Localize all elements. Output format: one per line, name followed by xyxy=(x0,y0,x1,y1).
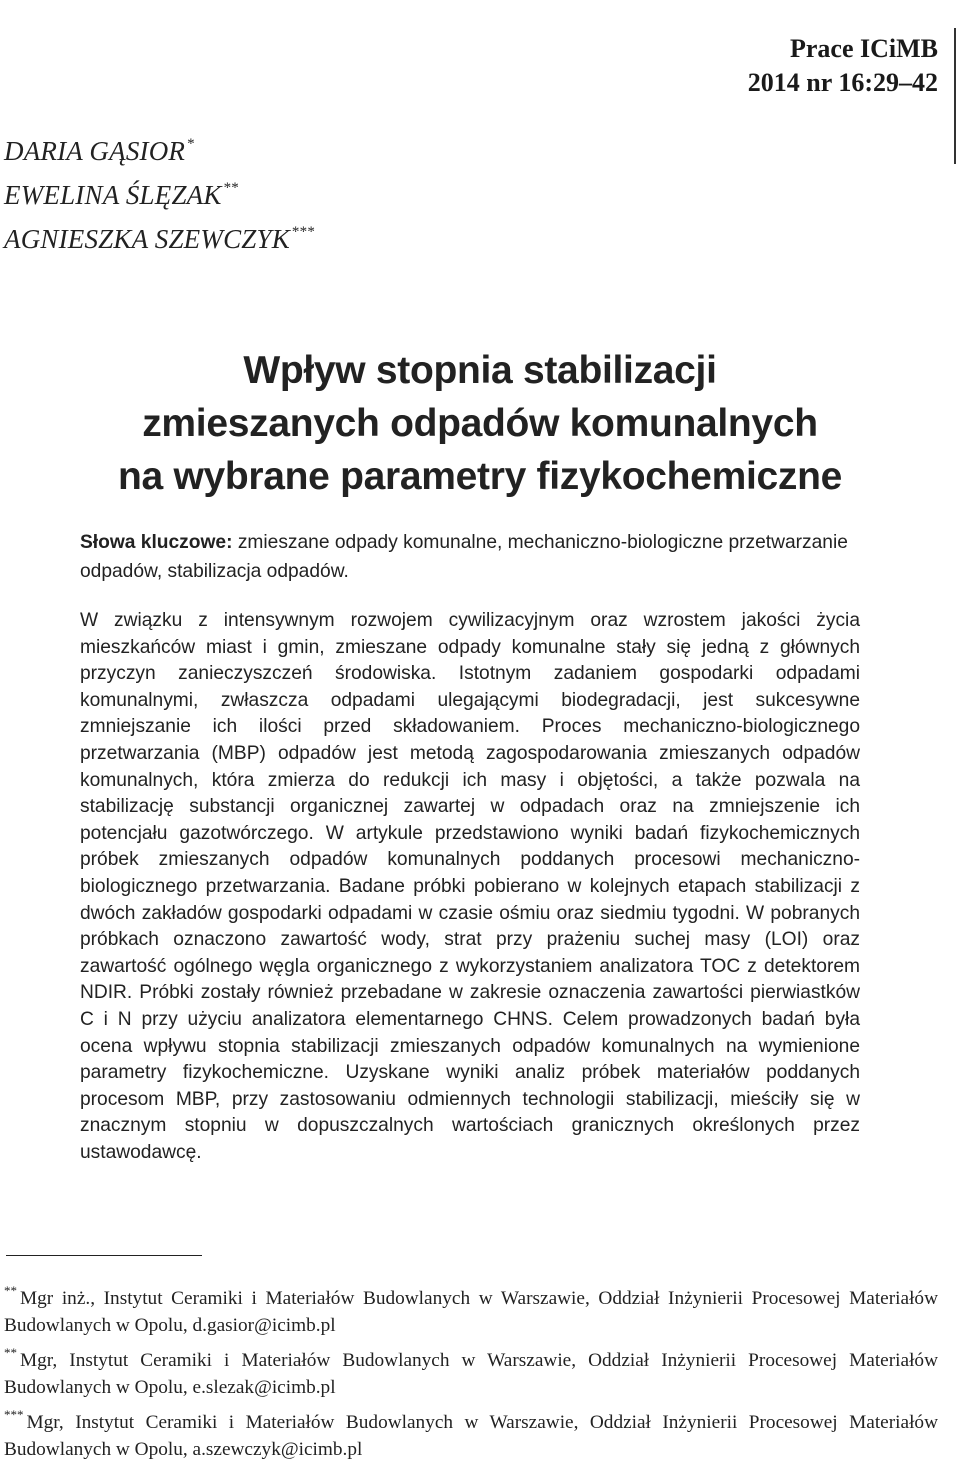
abstract xyxy=(80,608,860,1166)
footnote-mark: ** xyxy=(4,1283,17,1298)
journal-header xyxy=(748,32,938,100)
footnote-2 xyxy=(4,1339,938,1401)
author-1 xyxy=(4,126,315,170)
footnote-text: Mgr, Instytut Ceramiki i Materiałów Budowlanych w Warszawie, Oddział Inżynierii Procesowej Materiałów Budowlanych w Opolu, a.szewczyk@icimb.pl xyxy=(4,1412,938,1460)
author-name: DARIA GĄSIOR xyxy=(4,136,186,166)
author-2 xyxy=(4,170,315,214)
author-mark: *** xyxy=(291,224,316,240)
author-3 xyxy=(4,214,315,258)
header-vertical-rule xyxy=(954,28,956,164)
keywords-text: zmieszane odpady komunalne, mechaniczno-biologiczne przetwarzanie odpadów, stabilizacja odpadów. xyxy=(80,532,848,582)
footnotes xyxy=(4,1277,938,1463)
author-name: EWELINA ŚLĘZAK xyxy=(4,180,222,210)
title-line: zmieszanych odpadów komunalnych xyxy=(142,402,818,445)
keywords-label: Słowa kluczowe: xyxy=(80,532,233,553)
abstract-text: W związku z intensywnym rozwojem cywilizacyjnym oraz wzrostem jakości życia mieszkańców miast i gmin, zmieszane odpady komunalne stały się jedną z głównych przyczyn zanieczyszczeń środowiska. Istotnym zadaniem gospodarki odpadami komunalnymi, zwłaszcza odpadami ulegającymi biodegradacji, jest sukcesywne zmniejszanie ich ilości przed składowaniem. Proces mechaniczno-biologicznego przetwarzania (MBP) odpadów jest metodą zagospodarowania zmieszanych odpadów komunalnych, która zmierza do redukcji ich masy i objętości, a także pozwala na stabilizację substancji organicznej zawartej w odpadach oraz na zmniejszenie ich potencjału gazotwórczego. W artykule przedstawiono wyniki badań fizykochemicznych próbek zmieszanych odpadów komunalnych poddanych procesowi mechaniczno-biologicznego przetwarzania. Badane próbki pobierano w kolejnych etapach stabilizacji z dwóch zakładów gospodarki odpadami w czasie ośmiu oraz siedmiu tygodni. W pobranych próbkach oznaczono zawartość wody, strat przy prażeniu suchej masy (LOI) oraz zawartość ogólnego węgla organicznego z wykorzystaniem analizatora TOC z detektorem NDIR. Próbki zostały również przebadane w zakresie oznaczenia zawartości pierwiastków C i N przy użyciu analizatora elementarnego CHNS. Celem prowadzonych badań była ocena wpływu stopnia stabilizacji zmieszanych odpadów komunalnych na wymienione parametry fizykochemiczne. Uzyskane wyniki analiz próbek materiałów poddanych procesom MBP, przy zastosowaniu odmiennych technologii stabilizacji, mieściły się w znacznym stopniu w dopuszczalnych wartościach granicznych określonych przez ustawodawcę. xyxy=(80,610,860,1163)
paper-title xyxy=(0,344,960,503)
journal-issue: 2014 nr 16:29–42 xyxy=(747,68,938,97)
footnote-text: Mgr, Instytut Ceramiki i Materiałów Budowlanych w Warszawie, Oddział Inżynierii Procesowej Materiałów Budowlanych w Opolu, e.slezak@icimb.pl xyxy=(4,1350,938,1398)
footnote-separator xyxy=(6,1255,202,1256)
author-mark: ** xyxy=(223,180,239,196)
footnote-mark: ** xyxy=(4,1345,17,1360)
title-line: Wpływ stopnia stabilizacji xyxy=(243,349,717,392)
footnote-1 xyxy=(4,1277,938,1339)
title-line: na wybrane parametry fizykochemiczne xyxy=(118,455,842,498)
footnote-text: Mgr inż., Instytut Ceramiki i Materiałów Budowlanych w Warszawie, Oddział Inżynierii Procesowej Materiałów Budowlanych w Opolu, d.gasior@icimb.pl xyxy=(4,1288,938,1336)
footnote-mark: *** xyxy=(4,1407,24,1422)
author-mark: * xyxy=(187,136,195,152)
author-name: AGNIESZKA SZEWCZYK xyxy=(4,224,290,254)
journal-name: Prace ICiMB xyxy=(789,34,938,63)
footnote-3 xyxy=(4,1401,938,1463)
keywords xyxy=(80,528,860,586)
author-list xyxy=(4,126,315,258)
